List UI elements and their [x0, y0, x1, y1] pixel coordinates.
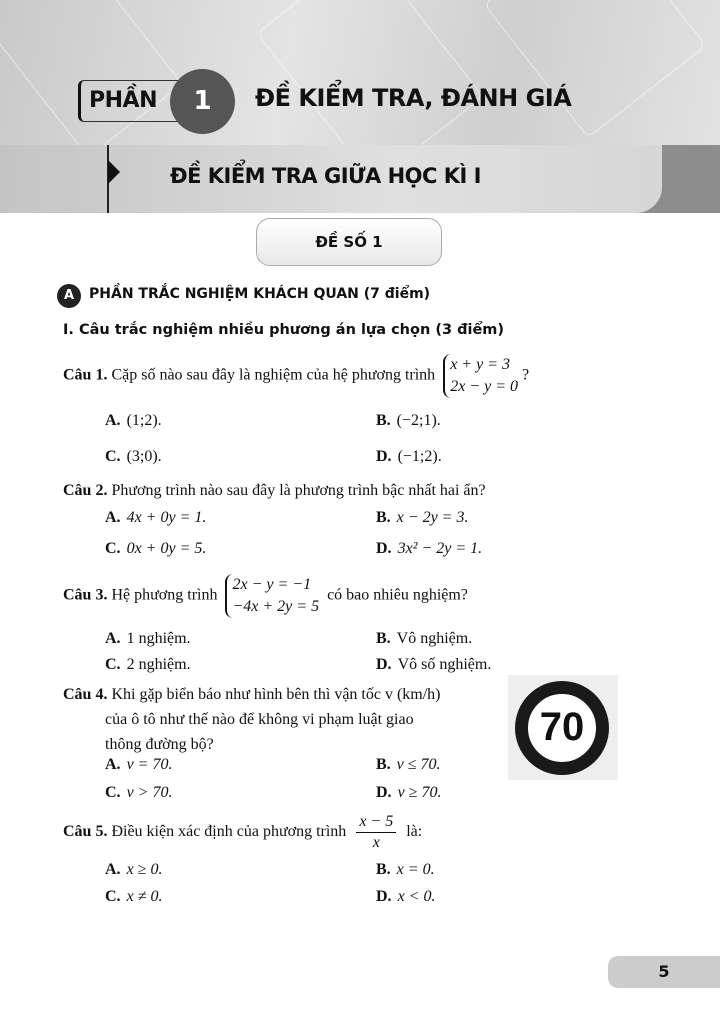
option-d: D. x < 0.	[376, 888, 436, 905]
option-a: A. v = 70.	[105, 756, 173, 773]
question-text: Cặp số nào sau đây là nghiệm của hệ phương trình	[111, 366, 436, 384]
question-text: ?	[521, 366, 530, 384]
section-a-title: PHẦN TRẮC NGHIỆM KHÁCH QUAN (7 điểm)	[89, 286, 431, 302]
option-d: D. 3x² − 2y = 1.	[376, 540, 483, 557]
fraction: $\frac{x - 5}{x}$	[356, 812, 396, 853]
option-a: A. 4x + 0y = 1.	[105, 509, 207, 526]
option-c: C. 2 nghiệm.	[105, 656, 191, 673]
option-c: C. x ≠ 0.	[105, 888, 163, 905]
section-a-badge: A	[57, 284, 81, 308]
option-a: A. 1 nghiệm.	[105, 630, 191, 647]
equation-system	[443, 354, 518, 398]
option-d: D. v ≥ 70.	[376, 784, 442, 801]
option-a: A. (1;2).	[105, 412, 162, 429]
triangle-marker-icon	[108, 160, 120, 184]
part-title: ĐỀ KIỂM TRA, ĐÁNH GIÁ	[255, 84, 572, 112]
option-b: B. Vô nghiệm.	[376, 630, 473, 647]
equation: 2x − y = 0	[450, 378, 518, 395]
option-b: B. x = 0.	[376, 861, 435, 878]
question-5: Câu 5. Điều kiện xác định của phương trình $\frac{x - 5}{x}$ là:	[63, 813, 423, 851]
option-d: D. (−1;2).	[376, 448, 442, 465]
option-c: C. v > 70.	[105, 784, 173, 801]
option-d: D. Vô số nghiệm.	[376, 656, 492, 673]
question-1	[63, 354, 529, 398]
option-b: B. x − 2y = 3.	[376, 509, 469, 526]
option-b: B. v ≤ 70.	[376, 756, 441, 773]
subsection-title: I. Câu trắc nghiệm nhiều phương án lựa chọn (3 điểm)	[63, 322, 505, 338]
question-4: Câu 4. Khi gặp biển báo như hình bên thì vận tốc v (km/h) của ô tô như thế nào để không vi phạm luật giao thông đường bộ?	[63, 686, 441, 753]
part-number: 1	[170, 69, 235, 134]
equation-system: 2x − y = −1 −4x + 2y = 5	[225, 574, 319, 618]
exam-label: ĐỀ SỐ 1	[256, 218, 442, 266]
section-title: ĐỀ KIỂM TRA GIỮA HỌC KÌ I	[170, 164, 481, 188]
speed-limit-sign: 70	[515, 681, 609, 775]
question-2: Câu 2. Phương trình nào sau đây là phương trình bậc nhất hai ẩn?	[63, 482, 486, 499]
equation: x + y = 3	[450, 356, 510, 373]
question-label: Câu 1.	[63, 366, 108, 384]
question-3: Câu 3. Hệ phương trình 2x − y = −1 −4x + 2y = 5 có bao nhiêu nghiệm?	[63, 574, 468, 618]
option-a: A. x ≥ 0.	[105, 861, 163, 878]
option-b: B. (−2;1).	[376, 412, 441, 429]
page-number: 5	[608, 956, 720, 988]
option-c: C. 0x + 0y = 5.	[105, 540, 207, 557]
option-c: C. (3;0).	[105, 448, 162, 465]
part-label: PHẦN	[78, 80, 188, 122]
